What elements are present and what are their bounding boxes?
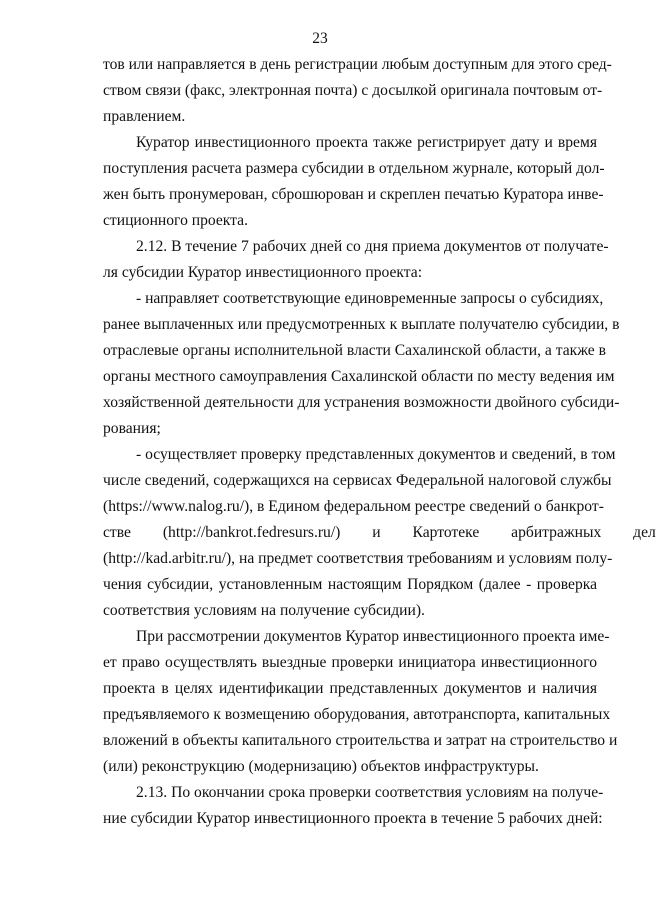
text-line: ет право осуществлять выездные проверки инициатора инвестиционного: [103, 654, 597, 671]
text-line: вложений в объекты капитального строительства и затрат на строительство и: [103, 732, 618, 749]
page-number: 23: [312, 30, 328, 47]
text-line: тов или направляется в день регистрации любым доступным для этого сред-: [103, 56, 612, 73]
text-line: органы местного самоуправления Сахалинской области по месту ведения им: [103, 368, 615, 385]
text-line: чения субсидии, установленным настоящим Порядком (далее - проверка: [103, 576, 597, 593]
text-line: ние субсидии Куратор инвестиционного проекта в течение 5 рабочих дней:: [103, 810, 603, 827]
text-line: (https://www.nalog.ru/), в Едином федеральном реестре сведений о банкрот-: [103, 498, 604, 515]
text-line: ранее выплаченных или предусмотренных к выплате получателю субсидии, в: [103, 316, 620, 333]
text-line: стве (http://bankrot.fedresurs.ru/) и Картотеке арбитражных дел: [103, 524, 656, 541]
text-line: 2.13. По окончании срока проверки соответствия условиям на получе-: [136, 784, 604, 801]
text-line: хозяйственной деятельности для устранения возможности двойного субсиди-: [103, 394, 620, 411]
text-line: Куратор инвестиционного проекта также регистрирует дату и время: [136, 134, 597, 151]
text-line: правлением.: [103, 108, 186, 125]
text-line: стиционного проекта.: [103, 212, 249, 229]
text-line: При рассмотрении документов Куратор инвестиционного проекта име-: [136, 628, 610, 645]
text-line: рования;: [103, 420, 161, 437]
text-line: (http://kad.arbitr.ru/), на предмет соответствия требованиям и условиям полу-: [103, 550, 613, 567]
text-line: соответствия условиям на получение субсидии).: [103, 602, 425, 619]
text-line: предъявляемого к возмещению оборудования, автотранспорта, капитальных: [103, 706, 611, 723]
text-line: числе сведений, содержащихся на сервисах Федеральной налоговой службы: [103, 472, 612, 489]
text-line: ством связи (факс, электронная почта) с досылкой оригинала почтовым от-: [103, 82, 603, 99]
text-line: ля субсидии Куратор инвестиционного проекта:: [103, 264, 423, 281]
text-line: поступления расчета размера субсидии в отдельном журнале, который дол-: [103, 160, 605, 177]
text-line: проекта в целях идентификации представленных документов и наличия: [103, 680, 597, 697]
text-line: отраслевые органы исполнительной власти Сахалинской области, а также в: [103, 342, 606, 359]
text-line: - направляет соответствующие единовременные запросы о субсидиях,: [136, 290, 604, 307]
text-line: (или) реконструкцию (модернизацию) объектов инфраструктуры.: [103, 758, 539, 775]
text-line: жен быть пронумерован, сброшюрован и скреплен печатью Куратора инве-: [103, 186, 604, 203]
text-line: - осуществляет проверку представленных документов и сведений, в том: [136, 446, 616, 463]
text-line: 2.12. В течение 7 рабочих дней со дня приема документов от получате-: [136, 238, 609, 255]
